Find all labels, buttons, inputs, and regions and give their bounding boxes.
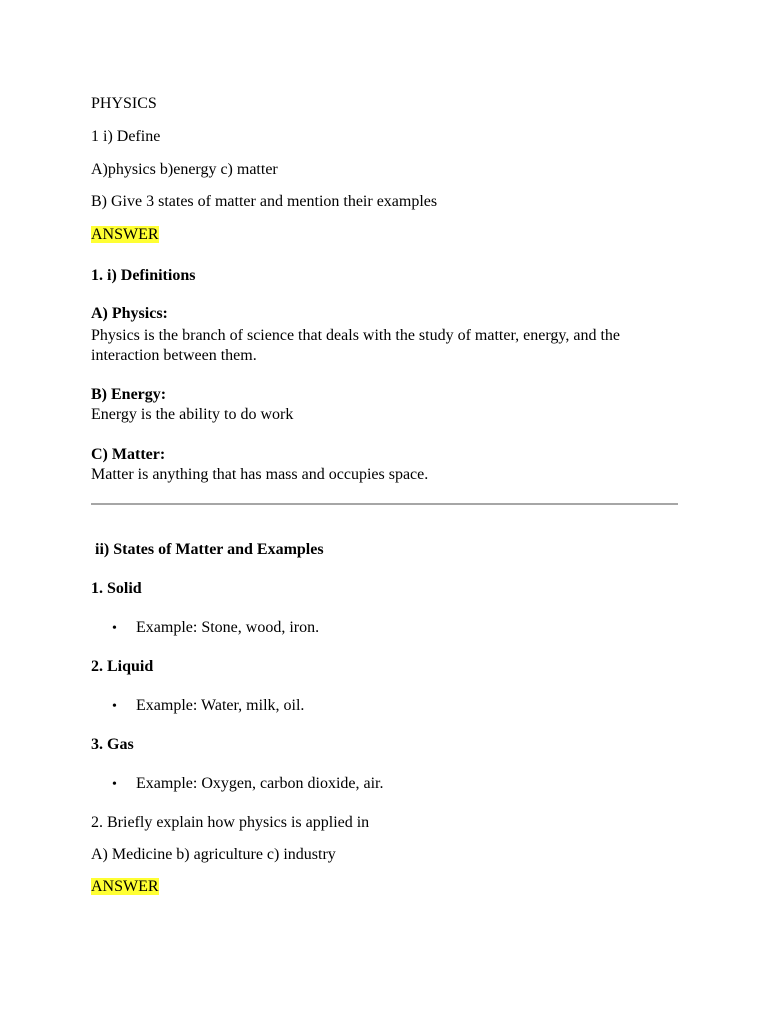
definitions-heading: 1. i) Definitions: [91, 267, 196, 284]
state-gas-example-row: [112, 774, 383, 795]
question-2-line-2: A) Medicine b) agriculture c) industry: [91, 846, 336, 863]
state-liquid-example-row: [112, 696, 304, 717]
subject-title: PHYSICS: [91, 95, 157, 112]
state-liquid-title: 2. Liquid: [91, 658, 154, 675]
bullet-icon: •: [112, 621, 117, 636]
bullet-icon: •: [112, 699, 117, 714]
matter-definition-title: C) Matter:: [91, 446, 166, 463]
state-gas-example: Example: Oxygen, carbon dioxide, air.: [136, 775, 384, 792]
state-solid-example: Example: Stone, wood, iron.: [136, 619, 320, 636]
physics-definition-text: Physics is the branch of science that deals with the study of matter, energy, and the interaction between them.: [91, 327, 620, 364]
state-solid-title: 1. Solid: [91, 580, 142, 597]
answer-1-highlight: ANSWER: [91, 226, 159, 243]
energy-definition-text: Energy is the ability to do work: [91, 406, 294, 423]
answer-1-label-row: [91, 225, 159, 245]
question-2-line-1: 2. Briefly explain how physics is applied in: [91, 814, 370, 831]
question-1-line-3: B) Give 3 states of matter and mention their examples: [91, 193, 438, 210]
question-1-line-2: A)physics b)energy c) matter: [91, 161, 278, 178]
answer-2-highlight: ANSWER: [91, 878, 159, 895]
horizontal-rule: [91, 503, 678, 505]
energy-definition-title: B) Energy:: [91, 386, 167, 403]
state-liquid-example: Example: Water, milk, oil.: [136, 697, 305, 714]
bullet-icon: •: [112, 777, 117, 792]
answer-2-label-row: [91, 877, 159, 897]
state-gas-title: 3. Gas: [91, 736, 134, 753]
question-1-line-1: 1 i) Define: [91, 128, 161, 145]
matter-definition-text: Matter is anything that has mass and occupies space.: [91, 466, 429, 483]
physics-definition-title: A) Physics:: [91, 305, 168, 322]
state-solid-example-row: [112, 618, 319, 639]
states-heading: ii) States of Matter and Examples: [91, 541, 324, 558]
